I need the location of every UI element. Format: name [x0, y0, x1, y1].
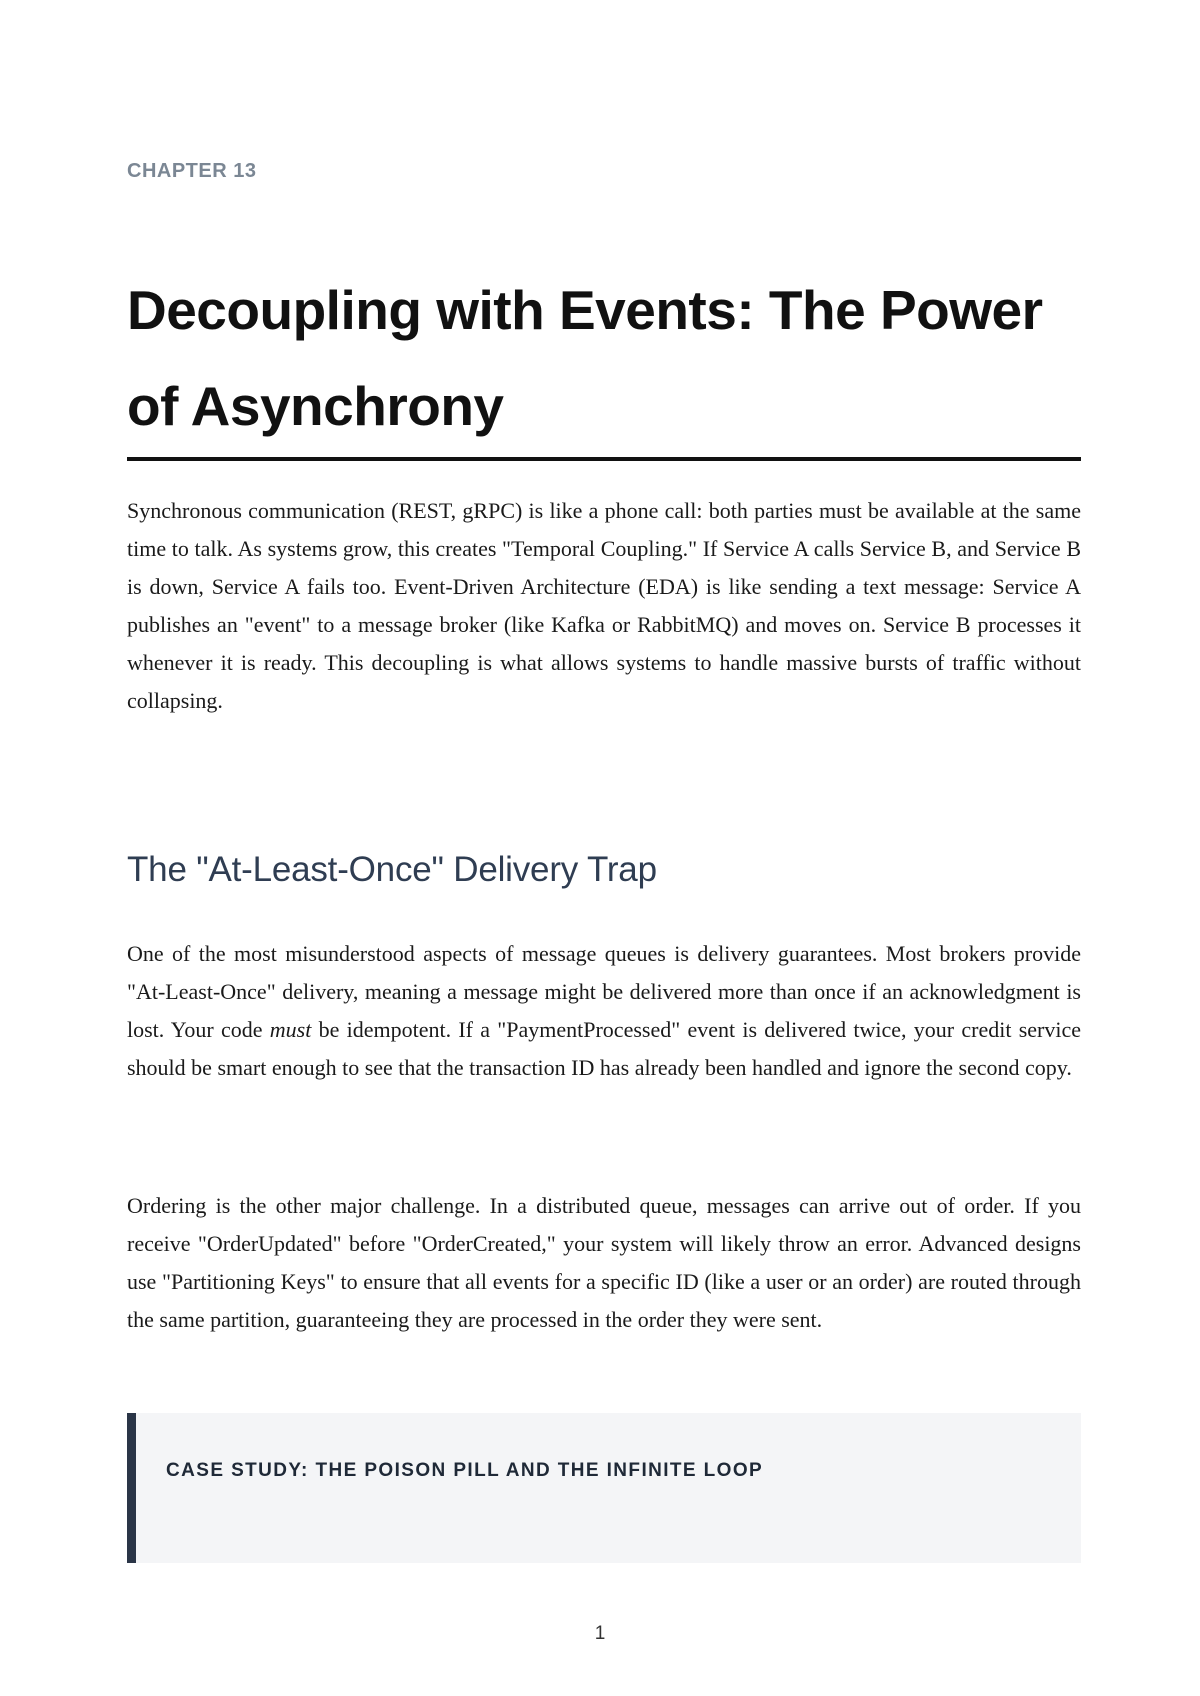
intro-paragraph: Synchronous communication (REST, gRPC) is like a phone call: both parties must be available at the same time to talk. As systems grow, this creates "Temporal Coupling." If Service A calls Service B, and Service B is down, Service A fails too. Event-Driven Architecture (EDA) is like sending a text message: Service A publishes an "event" to a message broker (like Kafka or RabbitMQ) and moves on. Service B processes it whenever it is ready. This decoupling is what allows systems to handle massive bursts of traffic without collapsing.: [127, 498, 1081, 713]
callout-title: CASE STUDY: THE POISON PILL AND THE INFINITE LOOP: [166, 1460, 764, 1481]
title-divider: [127, 457, 1081, 461]
delivery-emphasis: must: [269, 1017, 312, 1042]
chapter-label: CHAPTER 13: [127, 160, 257, 182]
section-heading: The "At-Least-Once" Delivery Trap: [127, 850, 657, 889]
ordering-paragraph: Ordering is the other major challenge. In a distributed queue, messages can arrive out of order. If you receive "OrderUpdated" before "OrderCreated," your system will likely throw an error. Advanced designs use "Partitioning Keys" to ensure that all events for a specific ID (like a user or an order) are routed through the same partition, guaranteeing they are processed in the order they were sent.: [127, 1193, 1081, 1332]
page-number: 1: [594, 1623, 606, 1644]
chapter-title: Decoupling with Events: The Power of Asynchrony: [127, 279, 1043, 437]
delivery-text-start: One of the most misunderstood aspects of message queues is delivery guarantees. Most brokers provide "At-Least-Once" delivery, meaning a message might be delivered more than once if an acknowledgment is lost. Your code: [127, 941, 1081, 1042]
delivery-text-end: be idempotent. If a "PaymentProcessed" event is delivered twice, your credit service should be smart enough to see that the transaction ID has already been handled and ignore the second copy.: [127, 1017, 1081, 1080]
delivery-paragraph: [127, 935, 1081, 1087]
case-study-callout: [127, 1413, 1081, 1563]
